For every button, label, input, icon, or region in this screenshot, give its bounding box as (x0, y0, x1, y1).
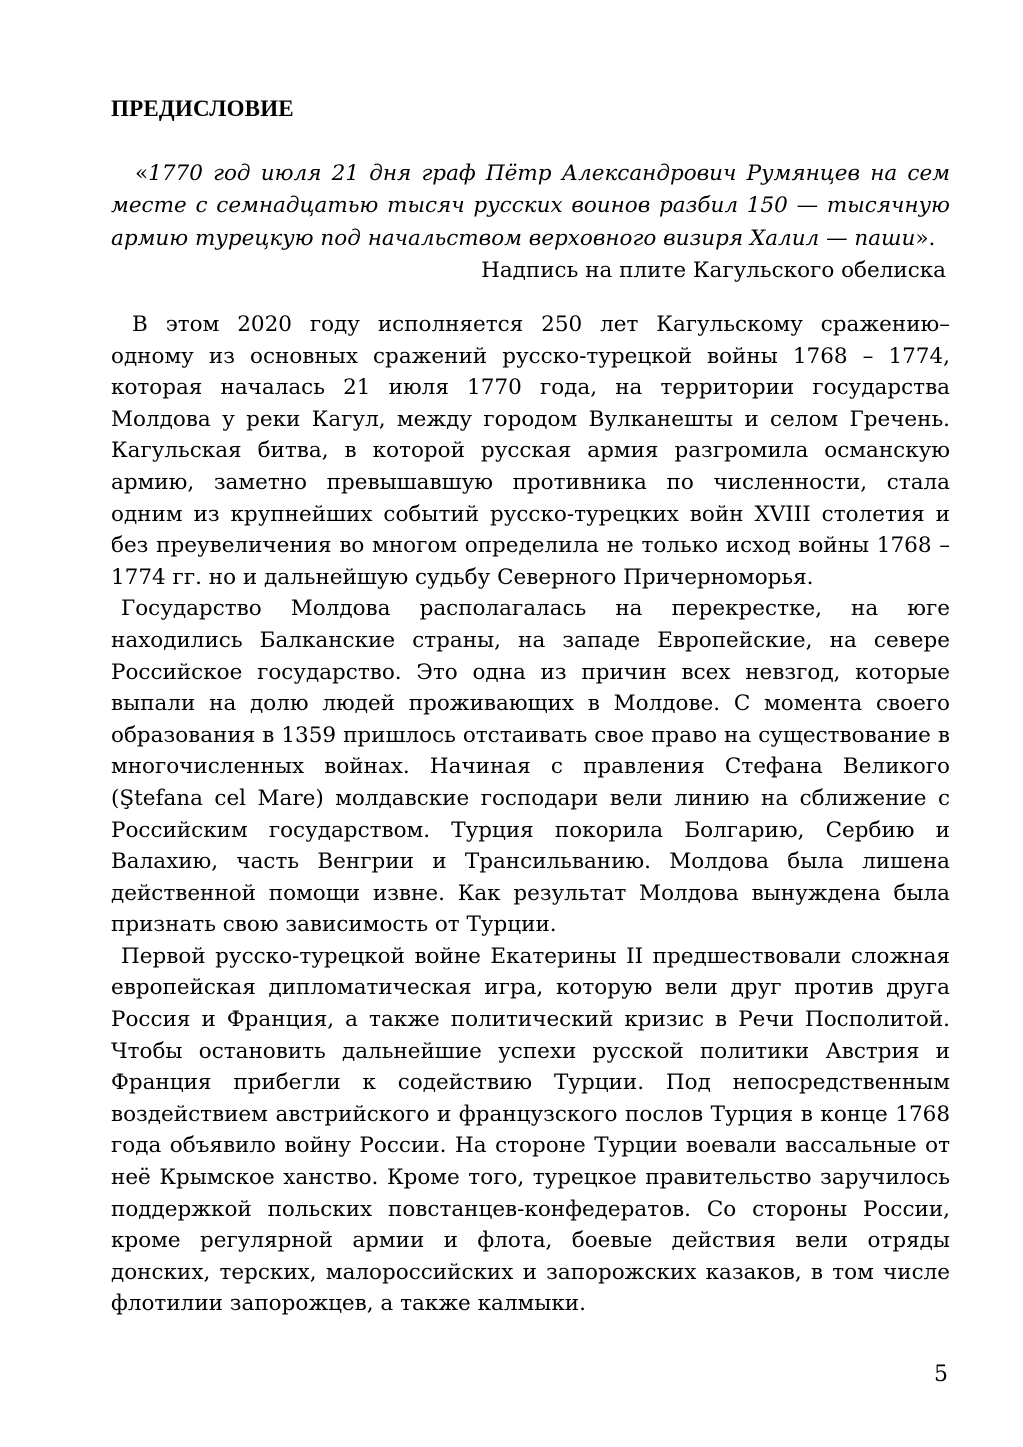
paragraph-1: В этом 2020 году исполняется 250 лет Кагульскому сражению– одному из основных сражений русско-турецкой войны 1768 – 1774, которая началась 21 июля 1770 года, на территории государства Молдова у реки Кагул, между городом Вулканешты и селом Гречень. Кагульская битва, в которой русская армия разгромила османскую армию, заметно превышавшую противника по численности, стала одним из крупнейших событий русско-турецких войн XVIII столетия и без преувеличения во многом определила не только исход войны 1768 – 1774 гг. но и дальнейшую судьбу Северного Причерноморья. (111, 312, 950, 590)
paragraph-3: Первой русско-турецкой войне Екатерины II предшествовали сложная европейская дипломатическая игра, которую вели друг против друга Россия и Франция, а также политический кризис в Речи Посполитой. Чтобы остановить дальнейшие успехи русской политики Австрия и Франция прибегли к содействию Турции. Под непосредственным воздействием австрийского и французского послов Турция в конце 1768 года объявило войну России. На стороне Турции воевали вассальные от неё Крымское ханство. Кроме того, турецкое правительство заручилось поддержкой польских повстанцев-конфедератов. Со стороны России, кроме регулярной армии и флота, боевые действия вели отряды донских, терских, малороссийских и запорожских казаков, в том числе флотилии запорожцев, а также калмыки. (111, 943, 950, 1317)
epigraph (111, 158, 950, 287)
epigraph-close-quote: ». (915, 225, 936, 251)
epigraph-open-quote: « (135, 161, 149, 186)
body-text (111, 309, 950, 1320)
epigraph-caption: Надпись на плите Кагульского обелиска (481, 257, 946, 283)
paragraph-2: Государство Молдова располагалась на перекрестке, на юге находились Балканские страны, на западе Европейские, на севере Российское государство. Это одна из причин всех невзгод, которые выпали на долю людей проживающих в Молдове. С момента своего образования в 1359 пришлось отстаивать свое право на существование в многочисленных войнах. Начиная с правления Стефана Великого (Ştefana cel Mare) молдавские господари вели линию на сближение с Российским государством. Турция покорила Болгарию, Сербию и Валахию, часть Венгрии и Трансильванию. Молдова была лишена действенной помощи извне. Как результат Молдова вынуждена была признать свою зависимость от Турции. (111, 596, 950, 938)
epigraph-text (111, 158, 950, 255)
page-title: ПРЕДИСЛОВИЕ (111, 96, 294, 121)
page-number: 5 (934, 1362, 948, 1387)
epigraph-quote: 1770 год июля 21 дня граф Пётр Александрович Румянцев на сем месте с семнадцатью тысяч русских воинов разбил 150 — тысячную армию турецкую под начальством верховного визиря Халил — паши (111, 161, 950, 251)
